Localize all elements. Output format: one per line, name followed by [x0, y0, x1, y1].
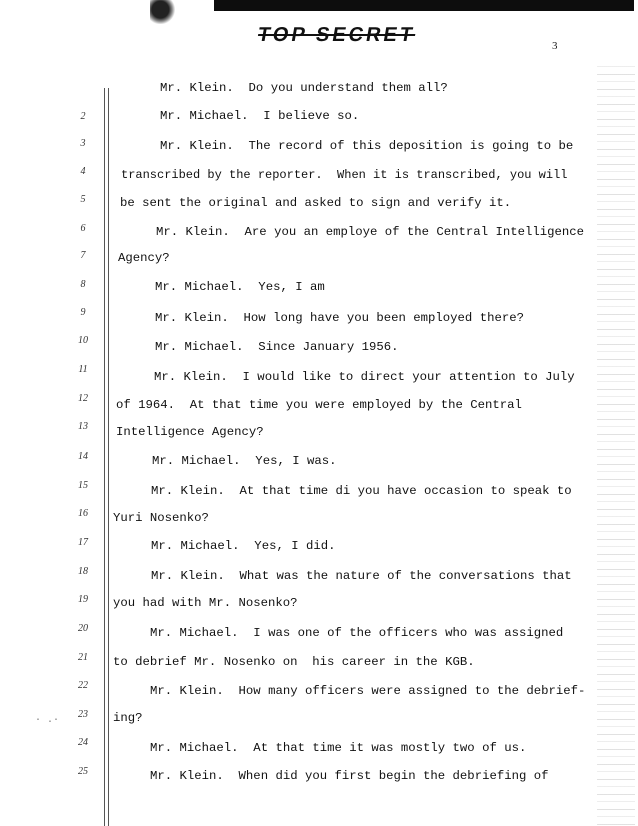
transcript-line: Mr. Klein. What was the nature of the conversations that	[151, 569, 572, 583]
transcript-line: Mr. Klein. Are you an employe of the Central Intelligence	[156, 225, 585, 239]
line-number: 19	[78, 594, 88, 605]
transcript-line: Mr. Klein. At that time di you have occasion to speak to	[151, 484, 572, 498]
line-number: 15	[78, 480, 88, 491]
line-number: 10	[78, 335, 88, 346]
line-number: 21	[78, 652, 88, 663]
line-number: 11	[78, 364, 88, 375]
transcript-line: Mr. Klein. I would like to direct your attention to July	[154, 370, 575, 384]
transcript-line: Mr. Michael. At that time it was mostly two of us.	[150, 741, 527, 755]
line-number: 13	[78, 421, 88, 432]
transcript-line: Mr. Klein. How long have you been employed there?	[155, 311, 524, 325]
transcript-line: Mr. Klein. How many officers were assigned to the debrief-	[150, 684, 586, 698]
transcript-line: Yuri Nosenko?	[113, 511, 209, 525]
line-number: 17	[78, 537, 88, 548]
scan-mark	[150, 0, 176, 24]
line-number: 14	[78, 451, 88, 462]
transcript-line: to debrief Mr. Nosenko on his career in the KGB.	[113, 655, 475, 669]
line-number: 6	[80, 223, 86, 234]
transcript-line: Mr. Michael. I believe so.	[160, 109, 360, 123]
transcript-line: transcribed by the reporter. When it is transcribed, you will	[121, 168, 568, 182]
transcript-line: Mr. Michael. Yes, I was.	[152, 454, 337, 468]
page-number: 3	[552, 40, 558, 52]
transcript-line: Mr. Klein. Do you understand them all?	[160, 81, 448, 95]
line-number: 18	[78, 566, 88, 577]
transcript-line: be sent the original and asked to sign and verify it.	[120, 196, 512, 210]
transcript-line: Intelligence Agency?	[116, 425, 264, 439]
transcript-line: ing?	[113, 711, 143, 725]
transcript-line: Agency?	[118, 251, 170, 265]
line-number: 24	[78, 737, 88, 748]
line-number: 7	[80, 250, 86, 261]
line-number: 8	[80, 279, 86, 290]
transcript-line: Mr. Michael. I was one of the officers who was assigned	[150, 626, 564, 640]
line-number: 9	[80, 307, 86, 318]
margin-rule	[104, 88, 105, 826]
transcript-line: Mr. Klein. When did you first begin the debriefing of	[150, 769, 549, 783]
line-number: 25	[78, 766, 88, 777]
line-number: 5	[80, 194, 86, 205]
margin-rule	[108, 88, 109, 826]
transcript-line: of 1964. At that time you were employed by the Central	[116, 398, 522, 412]
transcript-line: Mr. Klein. The record of this deposition is going to be	[160, 139, 574, 153]
transcript-line: Mr. Michael. Since January 1956.	[155, 340, 399, 354]
transcript-line: you had with Mr. Nosenko?	[113, 596, 298, 610]
line-number: 23	[78, 709, 88, 720]
line-number: 22	[78, 680, 88, 691]
scan-edge	[597, 60, 635, 826]
scan-speck: · .·	[35, 715, 60, 726]
classification-stamp: TOP SECRET	[256, 24, 418, 46]
transcript-line: Mr. Michael. Yes, I am	[155, 280, 325, 294]
line-number: 3	[80, 138, 86, 149]
redaction-bar	[214, 0, 634, 11]
line-number: 20	[78, 623, 88, 634]
line-number: 12	[78, 393, 88, 404]
line-number: 16	[78, 508, 88, 519]
transcript-line: Mr. Michael. Yes, I did.	[151, 539, 336, 553]
line-number: 4	[80, 166, 86, 177]
line-number: 2	[80, 111, 86, 122]
